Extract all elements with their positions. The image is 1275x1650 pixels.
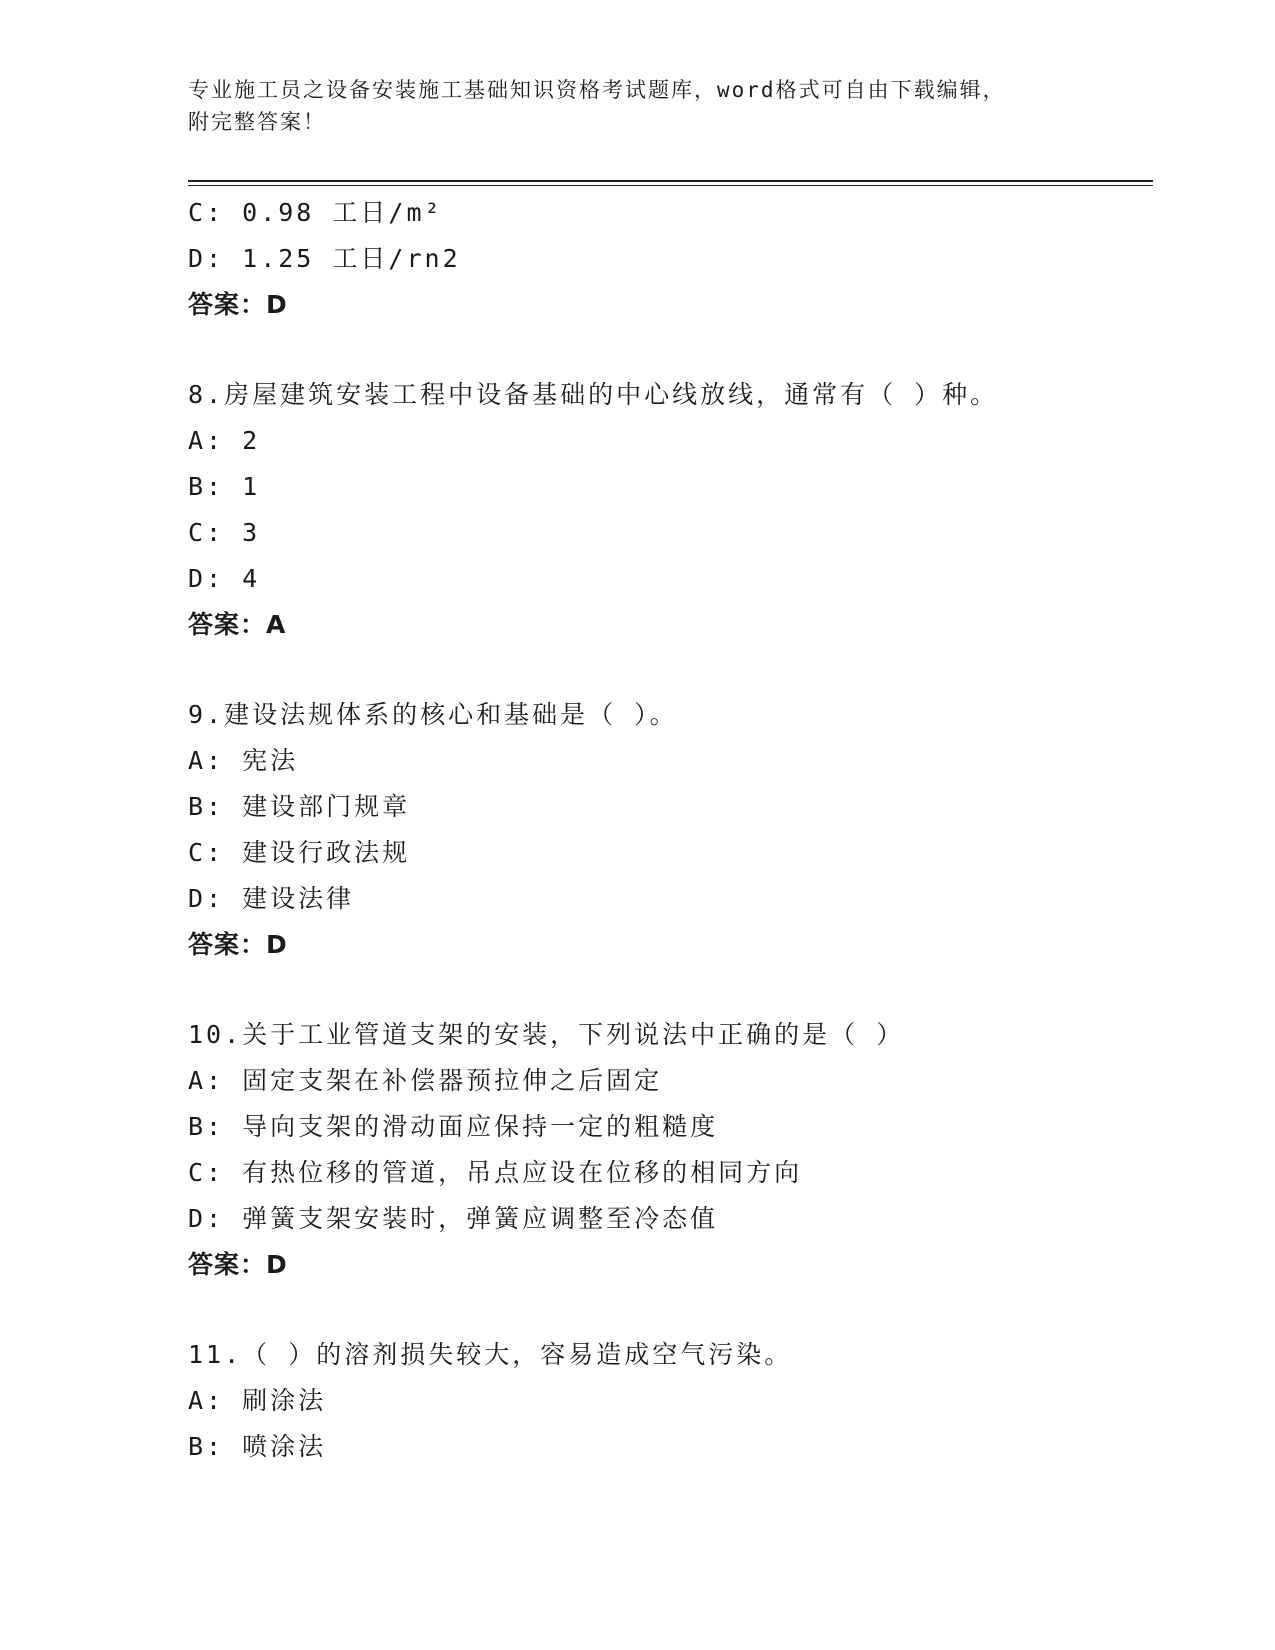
question-block-9 xyxy=(188,692,1153,968)
question-spacer xyxy=(188,968,1153,1012)
question-block-10 xyxy=(188,1012,1153,1288)
document-header xyxy=(188,74,1088,138)
header-divider-thick xyxy=(188,180,1153,182)
question-spacer xyxy=(188,328,1153,372)
option-b: B: 1 xyxy=(188,472,261,501)
question-spacer xyxy=(188,648,1153,692)
option-d: D: 4 xyxy=(188,564,261,593)
header-line-2: 附完整答案！ xyxy=(188,110,326,134)
option-c: C: 3 xyxy=(188,518,261,547)
previous-question-tail xyxy=(188,190,1153,328)
question-stem: 8.房屋建筑安装工程中设备基础的中心线放线，通常有（ ）种。 xyxy=(188,380,999,409)
option-a: A: 固定支架在补偿器预拉伸之后固定 xyxy=(188,1066,663,1095)
option-a: A: 2 xyxy=(188,426,261,455)
header-divider-thin xyxy=(188,185,1153,186)
option-a: A: 宪法 xyxy=(188,746,299,775)
option-d: D: 1.25 工日/rn2 xyxy=(188,244,461,273)
answer-line: 答案：A xyxy=(188,610,287,639)
header-line-1: 专业施工员之设备安装施工基础知识资格考试题库，word格式可自由下载编辑， xyxy=(188,78,1006,102)
option-d: D: 弹簧支架安装时，弹簧应调整至冷态值 xyxy=(188,1204,719,1233)
question-block-11 xyxy=(188,1332,1153,1470)
answer-line: 答案：D xyxy=(188,1250,288,1279)
option-c: C: 建设行政法规 xyxy=(188,838,411,867)
option-b: B: 建设部门规章 xyxy=(188,792,411,821)
option-b: B: 导向支架的滑动面应保持一定的粗糙度 xyxy=(188,1112,719,1141)
answer-line: 答案：D xyxy=(188,290,288,319)
option-a: A: 刷涂法 xyxy=(188,1386,327,1415)
question-content xyxy=(188,190,1153,1470)
answer-line: 答案：D xyxy=(188,930,288,959)
option-c: C: 0.98 工日/m² xyxy=(188,198,443,227)
option-b: B: 喷涂法 xyxy=(188,1432,327,1461)
option-c: C: 有热位移的管道，吊点应设在位移的相同方向 xyxy=(188,1158,803,1187)
question-stem: 11.（ ）的溶剂损失较大，容易造成空气污染。 xyxy=(188,1340,793,1369)
question-spacer xyxy=(188,1288,1153,1332)
question-stem: 9.建设法规体系的核心和基础是（ ）。 xyxy=(188,700,678,729)
question-block-8 xyxy=(188,372,1153,648)
question-stem: 10.关于工业管道支架的安装，下列说法中正确的是（ ） xyxy=(188,1020,905,1049)
option-d: D: 建设法律 xyxy=(188,884,355,913)
